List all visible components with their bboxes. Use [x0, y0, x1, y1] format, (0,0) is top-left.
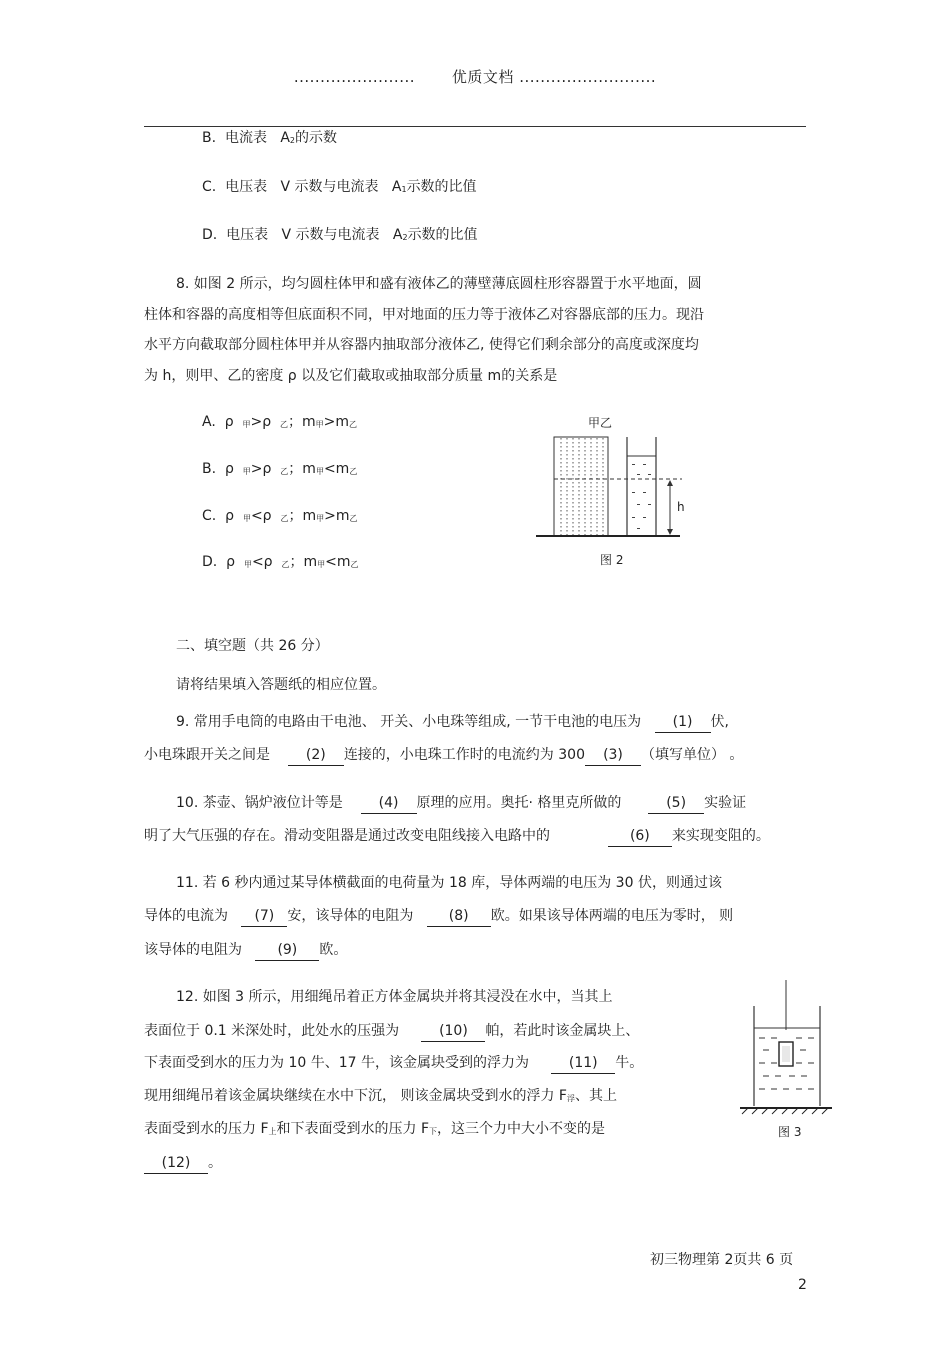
blank-11: (11) — [551, 1053, 615, 1074]
footer-page-number: 2 — [798, 1277, 807, 1293]
q9-line-1: 9. 常用手电筒的电路由干电池、 开关、小电珠等组成, 一节干电池的电压为 (1) 伏, — [176, 712, 729, 733]
section-2-title: 二、填空题（共 26 分） — [176, 638, 329, 654]
q12-line-4: 现用细绳吊着该金属块继续在水中下沉， 则该金属块受到水的浮力 F浮、其上 — [144, 1088, 617, 1104]
footer-page-info: 初三物理第 2页共 6 页 — [650, 1252, 794, 1268]
q8-option-b: B. ρ 甲>ρ 乙；m甲<m乙 — [202, 461, 358, 477]
h-label: h — [677, 500, 685, 514]
q7-option-d: D. 电压表 V 示数与电流表 A2示数的比值 — [202, 227, 478, 243]
blank-5: (5) — [648, 793, 704, 814]
q8-line-3: 水平方向截取部分圆柱体甲并从容器内抽取部分液体乙, 使得它们剩余部分的高度或深度均 — [144, 337, 699, 353]
blank-12: (12) — [144, 1153, 208, 1174]
figure-3-caption: 图 3 — [778, 1125, 802, 1139]
blank-3: (3) — [585, 745, 641, 766]
q12-line-3: 下表面受到水的压力为 10 牛、17 牛，该金属块受到的浮力为 (11) 牛。 — [144, 1053, 643, 1074]
blank-8: (8) — [427, 906, 491, 927]
figure-3 — [734, 978, 838, 1143]
header-title: 优质文档 — [451, 68, 514, 86]
blank-2: (2) — [288, 745, 344, 766]
q8-line-4: 为 h，则甲、乙的密度 ρ 以及它们截取或抽取部分质量 m的关系是 — [144, 368, 558, 384]
q8-option-a: A. ρ 甲>ρ 乙；m甲>m乙 — [202, 414, 358, 430]
cylinder-jia — [554, 437, 608, 536]
q8-line-1: 8. 如图 2 所示，均匀圆柱体甲和盛有液体乙的薄壁薄底圆柱形容器置于水平地面，圆 — [176, 276, 702, 292]
figure-2-label-top: 甲乙 — [588, 416, 613, 430]
q11-line-3: 该导体的电阻为 (9) 欧。 — [144, 940, 347, 961]
q8-line-2: 柱体和容器的高度相等但底面积不同，甲对地面的压力等于液体乙对容器底部的压力。现沿 — [144, 307, 704, 323]
q10-line-2: 明了大气压强的存在。滑动变阻器是通过改变电阻线接入电路中的 (6) 来实现变阻的。 — [144, 826, 770, 847]
blank-9: (9) — [255, 940, 319, 961]
blank-6: (6) — [608, 826, 672, 847]
q8-option-c: C. ρ 甲<ρ 乙；m甲>m乙 — [202, 508, 358, 524]
q8-option-d: D. ρ 甲<ρ 乙；m甲<m乙 — [202, 554, 359, 570]
q7-option-b: B. 电流表 A2的示数 — [202, 130, 337, 146]
q9-line-2: 小电珠跟开关之间是 (2) 连接的，小电珠工作时的电流约为 300 (3) （填写单位） 。 — [144, 745, 743, 766]
q10-line-1: 10. 茶壶、锅炉液位计等是 (4) 原理的应用。奥托· 格里克所做的 (5) 实验证 — [176, 793, 746, 814]
q12-line-5: 表面受到水的压力 F上和下表面受到水的压力 F下，这三个力中大小不变的是 — [144, 1121, 606, 1137]
blank-10: (10) — [421, 1021, 485, 1042]
page-header — [0, 66, 950, 87]
header-dots-left: ....................... — [293, 68, 415, 86]
header-dots-right: .......................... — [519, 68, 657, 86]
blank-7: (7) — [241, 906, 287, 927]
section-2-instruction: 请将结果填入答题纸的相应位置。 — [176, 677, 386, 693]
blank-4: (4) — [361, 793, 417, 814]
header-rule — [144, 126, 806, 127]
q12-line-6: (12) 。 — [144, 1153, 222, 1174]
q7-option-c: C. 电压表 V 示数与电流表 A1示数的比值 — [202, 179, 477, 195]
q11-line-1: 11. 若 6 秒内通过某导体横截面的电荷量为 18 库，导体两端的电压为 30 伏，则通过该 — [176, 875, 722, 891]
q12-line-2: 表面位于 0.1 米深处时，此处水的压强为 (10) 帕，若此时该金属块上、 — [144, 1021, 639, 1042]
blank-1: (1) — [655, 712, 711, 733]
figure-2-caption: 图 2 — [600, 553, 624, 567]
q11-line-2: 导体的电流为 (7) 安，该导体的电阻为 (8) 欧。如果该导体两端的电压为零时， 则 — [144, 906, 733, 927]
figure-2 — [530, 412, 690, 572]
q12-line-1: 12. 如图 3 所示，用细绳吊着正方体金属块并将其浸没在水中，当其上 — [176, 989, 613, 1005]
liquid-yi-pattern — [632, 464, 651, 529]
